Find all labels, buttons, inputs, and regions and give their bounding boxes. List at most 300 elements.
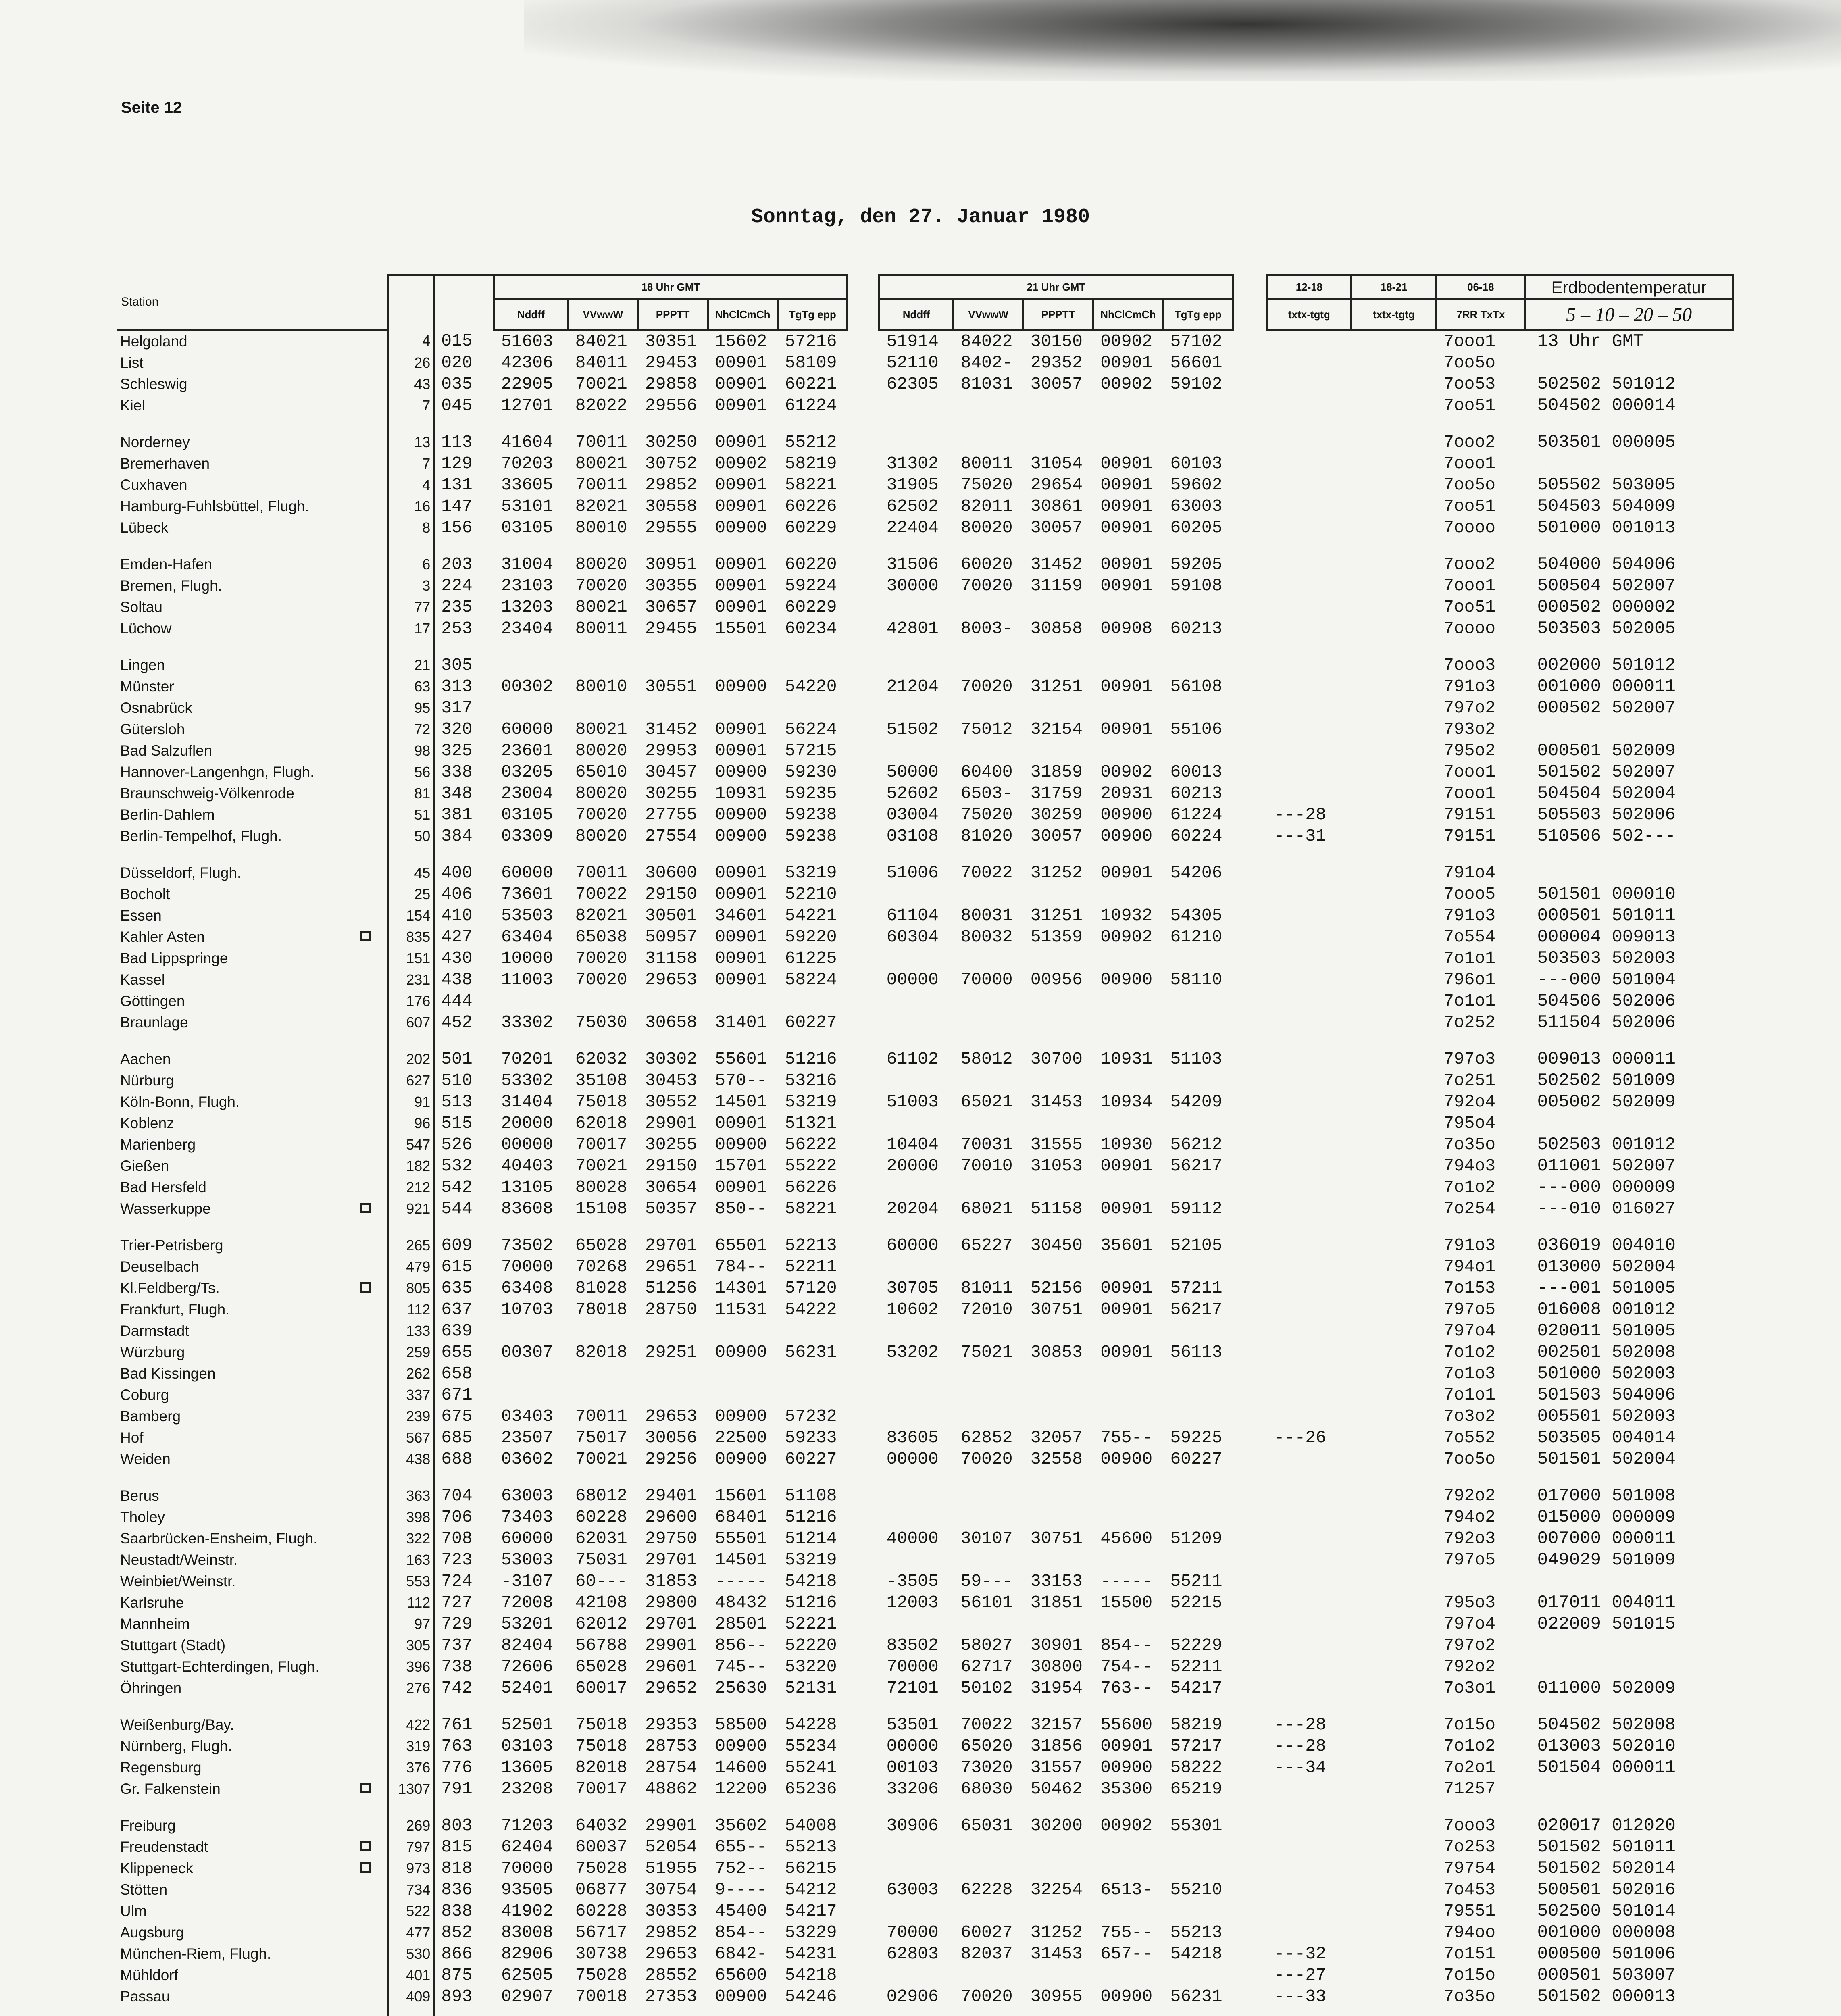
obs-18-gmt: 70203 xyxy=(501,454,553,473)
obs-21-gmt xyxy=(1023,1177,1093,1198)
station-label: Osnabrück xyxy=(120,699,192,716)
table-row xyxy=(117,618,1733,639)
obs-21-gmt: 55210 xyxy=(1170,1880,1222,1899)
obs-18-gmt: 00302 xyxy=(501,677,553,696)
column-spacer xyxy=(848,1048,879,1070)
column-spacer xyxy=(1233,1341,1267,1363)
station-label: Nürnberg, Flugh. xyxy=(120,1737,232,1754)
obs-21-gmt: 00000 xyxy=(886,970,939,989)
station-hoehe: 276 xyxy=(388,1677,435,1699)
station-hoehe: 77 xyxy=(388,596,435,618)
obs-18-gmt: 29600 xyxy=(645,1507,697,1527)
obs-21-gmt xyxy=(1023,1012,1093,1033)
table-row xyxy=(117,330,1733,352)
station-hoehe: 63 xyxy=(388,676,435,697)
extreme-18-21 xyxy=(1352,1815,1436,1836)
table-row xyxy=(117,1879,1733,1900)
station-name xyxy=(117,453,388,474)
station-hoehe: 6 xyxy=(388,554,435,575)
obs-18-gmt: 00901 xyxy=(715,576,767,596)
table-row xyxy=(117,1091,1733,1112)
station-iii: 815 xyxy=(441,1837,473,1857)
extreme-12-18 xyxy=(1267,948,1352,969)
soil-temperature: 005501 502003 xyxy=(1537,1406,1676,1427)
obs-21-gmt: 63003 xyxy=(886,1880,939,1899)
obs-18-gmt: 73502 xyxy=(501,1235,553,1255)
table-row xyxy=(117,1112,1733,1134)
station-name xyxy=(117,1506,388,1528)
obs-18-gmt: ----- xyxy=(715,1571,767,1591)
precip-06-18: 792o2 xyxy=(1443,1486,1496,1506)
column-spacer xyxy=(1233,1592,1267,1613)
soil-temperature: ---000 000009 xyxy=(1537,1177,1676,1198)
obs-21-gmt: 30150 xyxy=(1030,331,1083,351)
station-name xyxy=(117,969,388,990)
extreme-12-18 xyxy=(1267,1836,1352,1858)
column-spacer xyxy=(1233,1091,1267,1112)
extreme-12-18 xyxy=(1267,676,1352,697)
soil-temperature: 011000 502009 xyxy=(1537,1678,1676,1698)
obs-18-gmt: 73403 xyxy=(501,1507,553,1527)
station-name xyxy=(117,554,388,575)
obs-21-gmt: 59102 xyxy=(1170,374,1222,394)
obs-18-gmt xyxy=(568,1384,638,1406)
column-spacer xyxy=(1233,1155,1267,1177)
obs-21-gmt: 60304 xyxy=(886,927,939,947)
column-spacer xyxy=(848,1112,879,1134)
station-iii: 305 xyxy=(441,655,473,675)
obs-18-gmt xyxy=(638,990,708,1012)
obs-18-gmt: 655-- xyxy=(715,1837,767,1857)
obs-21-gmt: 00901 xyxy=(1100,1278,1153,1298)
obs-21-gmt: 31859 xyxy=(1030,762,1083,782)
station-name xyxy=(117,1448,388,1470)
column-spacer xyxy=(1233,1778,1267,1799)
obs-21-gmt: 55213 xyxy=(1170,1922,1222,1942)
obs-21-gmt: 56217 xyxy=(1170,1300,1222,1319)
precip-06-18: 797o2 xyxy=(1443,698,1496,718)
station-iii: 427 xyxy=(441,927,473,947)
station-iii: 526 xyxy=(441,1135,473,1154)
obs-18-gmt: 59224 xyxy=(785,576,837,596)
obs-18-gmt: 75018 xyxy=(575,1736,627,1756)
obs-21-gmt: 58110 xyxy=(1170,970,1222,989)
obs-21-gmt: 53202 xyxy=(886,1342,939,1362)
station-name xyxy=(117,1714,388,1735)
obs-18-gmt: 29750 xyxy=(645,1529,697,1548)
extreme-12-18 xyxy=(1267,1134,1352,1155)
obs-21-gmt xyxy=(879,431,954,453)
station-hoehe: 95 xyxy=(388,697,435,719)
station-iii: 761 xyxy=(441,1715,473,1735)
station-hoehe: 81 xyxy=(388,783,435,804)
station-hoehe: 45 xyxy=(388,862,435,883)
obs-21-gmt: 00902 xyxy=(1100,1816,1153,1835)
obs-21-gmt xyxy=(1163,1900,1233,1922)
precip-06-18: 7o1o3 xyxy=(1443,1364,1496,1383)
obs-18-gmt: 27353 xyxy=(645,1987,697,2006)
soil-temperature: ---001 501005 xyxy=(1537,1278,1676,1298)
obs-18-gmt: 00900 xyxy=(715,826,767,846)
table-row xyxy=(117,596,1733,618)
station-hoehe: 607 xyxy=(388,1012,435,1033)
table-row xyxy=(117,1134,1733,1155)
column-spacer xyxy=(848,1363,879,1384)
obs-21-gmt xyxy=(1163,948,1233,969)
extreme-18-21 xyxy=(1352,1235,1436,1256)
column-spacer xyxy=(848,1836,879,1858)
obs-21-gmt xyxy=(879,1900,954,1922)
spacer-hoehe xyxy=(388,1033,435,1048)
obs-21-gmt xyxy=(1023,1964,1093,1986)
obs-21-gmt: 21204 xyxy=(886,677,939,696)
precip-06-18: 797o5 xyxy=(1443,1300,1496,1319)
obs-18-gmt: 71203 xyxy=(501,1816,553,1835)
obs-21-gmt: 75020 xyxy=(960,475,1013,495)
obs-21-gmt: 54209 xyxy=(1170,1092,1222,1112)
obs-18-gmt: 850-- xyxy=(715,1199,767,1218)
precip-06-18: 7ooo1 xyxy=(1443,454,1496,473)
obs-21-gmt: 80031 xyxy=(960,906,1013,925)
station-name xyxy=(117,740,388,761)
column-spacer xyxy=(848,1485,879,1506)
obs-21-gmt xyxy=(1163,654,1233,676)
table-row xyxy=(117,761,1733,783)
extreme-12-18 xyxy=(1267,1528,1352,1549)
obs-18-gmt: 03602 xyxy=(501,1449,553,1469)
precip-06-18: 7o1o2 xyxy=(1443,1177,1496,1197)
obs-21-gmt: 51502 xyxy=(886,719,939,739)
column-spacer xyxy=(1233,1112,1267,1134)
obs-18-gmt: 57216 xyxy=(785,331,837,351)
obs-18-gmt: 70011 xyxy=(575,475,627,495)
obs-21-gmt: 31555 xyxy=(1030,1135,1083,1154)
obs-21-gmt: 61210 xyxy=(1170,927,1222,947)
spacer-cell xyxy=(117,847,388,862)
obs-18-gmt: 00900 xyxy=(715,1406,767,1426)
extreme-12-18 xyxy=(1267,1879,1352,1900)
obs-21-gmt: 51359 xyxy=(1030,927,1083,947)
obs-21-gmt xyxy=(879,1485,954,1506)
obs-21-gmt xyxy=(1163,395,1233,416)
obs-18-gmt: 06877 xyxy=(575,1880,627,1899)
precip-06-18: 7o151 xyxy=(1443,1944,1496,1964)
obs-18-gmt: 65600 xyxy=(715,1965,767,1985)
extreme-12-18 xyxy=(1267,862,1352,883)
obs-21-gmt: 58219 xyxy=(1170,1715,1222,1735)
station-iii: 224 xyxy=(441,576,473,596)
obs-21-gmt: 60000 xyxy=(886,1235,939,1255)
obs-18-gmt: 30457 xyxy=(645,762,697,782)
extreme-18-21 xyxy=(1352,431,1436,453)
obs-18-gmt: 60226 xyxy=(785,496,837,516)
station-label: Stuttgart-Echterdingen, Flugh. xyxy=(120,1658,319,1675)
column-spacer xyxy=(1233,1320,1267,1341)
header-spacer-1 xyxy=(848,275,879,330)
table-row xyxy=(117,352,1733,373)
page-title: Sonntag, den 27. Januar 1980 xyxy=(751,206,1090,229)
obs-21-gmt: 03108 xyxy=(886,826,939,846)
extreme-12-18 xyxy=(1267,1635,1352,1656)
obs-18-gmt: 30657 xyxy=(645,597,697,617)
spacer-hoehe xyxy=(388,1219,435,1235)
obs-18-gmt: 15701 xyxy=(715,1156,767,1176)
precip-06-18: 7o453 xyxy=(1443,1880,1496,1899)
soil-temperature: 011001 502007 xyxy=(1537,1156,1676,1176)
extreme-12-18 xyxy=(1267,719,1352,740)
column-spacer xyxy=(848,1549,879,1570)
obs-21-gmt: 60205 xyxy=(1170,518,1222,537)
obs-21-gmt: 52215 xyxy=(1170,1593,1222,1612)
obs-21-gmt: 31453 xyxy=(1030,1092,1083,1112)
station-label: Mannheim xyxy=(120,1615,190,1632)
extreme-18-21 xyxy=(1352,926,1436,948)
obs-18-gmt: 00901 xyxy=(715,719,767,739)
obs-21-gmt: 00901 xyxy=(1100,576,1153,596)
station-hoehe: 91 xyxy=(388,1091,435,1112)
obs-21-gmt: 50462 xyxy=(1030,1779,1083,1799)
extreme-12-18 xyxy=(1267,1384,1352,1406)
station-label: Marienberg xyxy=(120,1136,196,1153)
precip-06-18: 71257 xyxy=(1443,1779,1496,1799)
obs-18-gmt: 12200 xyxy=(715,1779,767,1799)
obs-21-gmt xyxy=(879,990,954,1012)
station-name xyxy=(117,1320,388,1341)
column-spacer xyxy=(1233,926,1267,948)
obs-21-gmt xyxy=(879,1070,954,1091)
station-hoehe: 4 xyxy=(388,330,435,352)
obs-21-gmt: 30259 xyxy=(1030,805,1083,825)
obs-18-gmt: 30056 xyxy=(645,1428,697,1447)
precip-06-18: 797o5 xyxy=(1443,1550,1496,1570)
station-name xyxy=(117,654,388,676)
obs-21-gmt: 75012 xyxy=(960,719,1013,739)
extreme-18-21 xyxy=(1352,1714,1436,1735)
extreme-18-21 xyxy=(1352,330,1436,352)
obs-21-gmt xyxy=(879,1836,954,1858)
obs-18-gmt: 00000 xyxy=(501,1135,553,1154)
station-hoehe: 97 xyxy=(388,1613,435,1635)
station-iii: 406 xyxy=(441,884,473,904)
column-spacer xyxy=(848,1757,879,1778)
obs-18-gmt: 61224 xyxy=(785,396,837,415)
obs-18-gmt: 50957 xyxy=(645,927,697,947)
obs-21-gmt: 70020 xyxy=(960,1449,1013,1469)
obs-21-gmt: 81020 xyxy=(960,826,1013,846)
table-row xyxy=(117,1528,1733,1549)
obs-21-gmt xyxy=(879,1177,954,1198)
group-spacer xyxy=(117,1033,1733,1048)
obs-18-gmt: 63404 xyxy=(501,927,553,947)
column-spacer xyxy=(848,825,879,847)
obs-18-gmt: 53220 xyxy=(785,1657,837,1677)
extreme-12-18 xyxy=(1267,1613,1352,1635)
station-name xyxy=(117,862,388,883)
table-row xyxy=(117,948,1733,969)
obs-21-gmt xyxy=(879,1320,954,1341)
obs-21-gmt xyxy=(879,740,954,761)
extreme-12-18: ---28 xyxy=(1274,805,1326,825)
column-spacer xyxy=(1233,1198,1267,1219)
station-label: Essen xyxy=(120,907,162,924)
obs-21-gmt: 61102 xyxy=(886,1049,939,1069)
obs-18-gmt: 80021 xyxy=(575,454,627,473)
obs-18-gmt: 10703 xyxy=(501,1300,553,1319)
station-hoehe: 98 xyxy=(388,740,435,761)
station-label: Göttingen xyxy=(120,992,185,1009)
station-name xyxy=(117,697,388,719)
column-spacer xyxy=(1233,1964,1267,1986)
obs-21-gmt: 80011 xyxy=(960,454,1013,473)
column-spacer xyxy=(1233,1299,1267,1320)
spacer-hoehe xyxy=(388,847,435,862)
precip-06-18: 796o1 xyxy=(1443,970,1496,989)
station-iii: 430 xyxy=(441,948,473,968)
station-label: Düsseldorf, Flugh. xyxy=(120,864,242,881)
obs-18-gmt: 57215 xyxy=(785,741,837,760)
obs-21-gmt: 30955 xyxy=(1030,1987,1083,2006)
obs-21-gmt xyxy=(1093,1858,1163,1879)
table-row xyxy=(117,554,1733,575)
precip-06-18: 792o3 xyxy=(1443,1529,1496,1548)
obs-18-gmt: 70011 xyxy=(575,863,627,883)
obs-21-gmt: 59205 xyxy=(1170,554,1222,574)
extreme-12-18 xyxy=(1267,783,1352,804)
mountain-station-marker xyxy=(360,931,371,941)
precip-06-18: 7o1o2 xyxy=(1443,1342,1496,1362)
station-iii: 015 xyxy=(441,331,473,351)
column-spacer xyxy=(1233,1986,1267,2007)
station-name xyxy=(117,1363,388,1384)
station-name xyxy=(117,575,388,596)
obs-21-gmt xyxy=(879,1406,954,1427)
obs-18-gmt: 62505 xyxy=(501,1965,553,1985)
obs-21-gmt: 55106 xyxy=(1170,719,1222,739)
obs-18-gmt: 15501 xyxy=(715,619,767,638)
obs-18-gmt: 70000 xyxy=(501,1257,553,1277)
obs-21-gmt xyxy=(1163,1320,1233,1341)
obs-21-gmt: 60213 xyxy=(1170,619,1222,638)
column-spacer xyxy=(1233,1656,1267,1677)
soil-temperature: 501503 504006 xyxy=(1537,1385,1676,1405)
obs-18-gmt: 80011 xyxy=(575,619,627,638)
obs-21-gmt: 30858 xyxy=(1030,619,1083,638)
station-label: Helgoland xyxy=(120,333,187,350)
obs-18-gmt: 03105 xyxy=(501,805,553,825)
obs-18-gmt: 23208 xyxy=(501,1779,553,1799)
soil-temperature: 501502 501011 xyxy=(1537,1837,1676,1857)
obs-18-gmt: 59230 xyxy=(785,762,837,782)
column-spacer xyxy=(1233,1922,1267,1943)
obs-18-gmt: 30255 xyxy=(645,1135,697,1154)
spacer-cell xyxy=(117,1033,388,1048)
obs-21-gmt xyxy=(1093,1506,1163,1528)
obs-18-gmt: 30658 xyxy=(645,1012,697,1032)
column-spacer xyxy=(848,1506,879,1528)
obs-21-gmt xyxy=(1023,395,1093,416)
column-spacer xyxy=(848,1406,879,1427)
spacer-rest xyxy=(435,416,1733,431)
table-row xyxy=(117,1235,1733,1256)
station-iii: 729 xyxy=(441,1614,473,1634)
obs-21-gmt xyxy=(954,1613,1023,1635)
station-label: Hamburg-Fuhlsbüttel, Flugh. xyxy=(120,498,309,514)
station-iii: 727 xyxy=(441,1593,473,1612)
station-label: Hof xyxy=(120,1429,144,1446)
obs-21-gmt xyxy=(954,1070,1023,1091)
obs-21-gmt xyxy=(1093,1112,1163,1134)
column-spacer xyxy=(1233,719,1267,740)
obs-18-gmt xyxy=(778,697,848,719)
obs-18-gmt: 00900 xyxy=(715,1736,767,1756)
obs-21-gmt: 00000 xyxy=(886,1736,939,1756)
table-row xyxy=(117,395,1733,416)
precip-06-18: 795o2 xyxy=(1443,741,1496,760)
spacer-rest xyxy=(435,639,1733,654)
station-iii: 203 xyxy=(441,554,473,574)
table-row xyxy=(117,1613,1733,1635)
station-label: Bad Kissingen xyxy=(120,1365,216,1382)
obs-21-gmt xyxy=(1023,1320,1093,1341)
soil-temperature: 020011 501005 xyxy=(1537,1320,1676,1341)
column-spacer xyxy=(1233,1677,1267,1699)
obs-18-gmt: 856-- xyxy=(715,1635,767,1655)
station-iii: 635 xyxy=(441,1278,473,1298)
obs-18-gmt: 60229 xyxy=(785,597,837,617)
soil-temperature: 501000 001013 xyxy=(1537,517,1676,538)
obs-21-gmt: 51103 xyxy=(1170,1049,1222,1069)
obs-18-gmt: 70020 xyxy=(575,805,627,825)
station-name xyxy=(117,1613,388,1635)
header-station: Station xyxy=(117,275,388,330)
header-18-21: 18-21 xyxy=(1352,275,1436,300)
obs-21-gmt: 60400 xyxy=(960,762,1013,782)
obs-18-gmt: 54228 xyxy=(785,1715,837,1735)
obs-21-gmt: 00901 xyxy=(1100,554,1153,574)
obs-21-gmt: 29654 xyxy=(1030,475,1083,495)
spacer-rest xyxy=(435,1219,1733,1235)
table-row xyxy=(117,1858,1733,1879)
precip-06-18: 7o153 xyxy=(1443,1278,1496,1298)
table-row xyxy=(117,1735,1733,1757)
obs-21-gmt: 68021 xyxy=(960,1199,1013,1218)
obs-21-gmt: 30853 xyxy=(1030,1342,1083,1362)
station-hoehe: 401 xyxy=(388,1964,435,1986)
obs-18-gmt: 80020 xyxy=(575,826,627,846)
obs-18-gmt: 53216 xyxy=(785,1070,837,1090)
station-name xyxy=(117,1570,388,1592)
table-row xyxy=(117,431,1733,453)
obs-18-gmt: 59220 xyxy=(785,927,837,947)
spacer-cell xyxy=(117,639,388,654)
obs-21-gmt: 31252 xyxy=(1030,1922,1083,1942)
table-row xyxy=(117,575,1733,596)
extreme-18-21 xyxy=(1352,1198,1436,1219)
obs-18-gmt: 59235 xyxy=(785,783,837,803)
column-spacer xyxy=(848,862,879,883)
obs-21-gmt: 83605 xyxy=(886,1428,939,1447)
table-row xyxy=(117,1070,1733,1091)
obs-18-gmt: 70011 xyxy=(575,432,627,452)
soil-temperature: 502500 501014 xyxy=(1537,1901,1676,1921)
obs-21-gmt xyxy=(954,1012,1023,1033)
mountain-station-marker xyxy=(360,1862,371,1873)
precip-06-18: 7oooo xyxy=(1443,619,1496,638)
obs-21-gmt xyxy=(1023,740,1093,761)
obs-18-gmt: 56222 xyxy=(785,1135,837,1154)
obs-18-gmt: 30754 xyxy=(645,1880,697,1899)
obs-18-gmt: 00901 xyxy=(715,396,767,415)
